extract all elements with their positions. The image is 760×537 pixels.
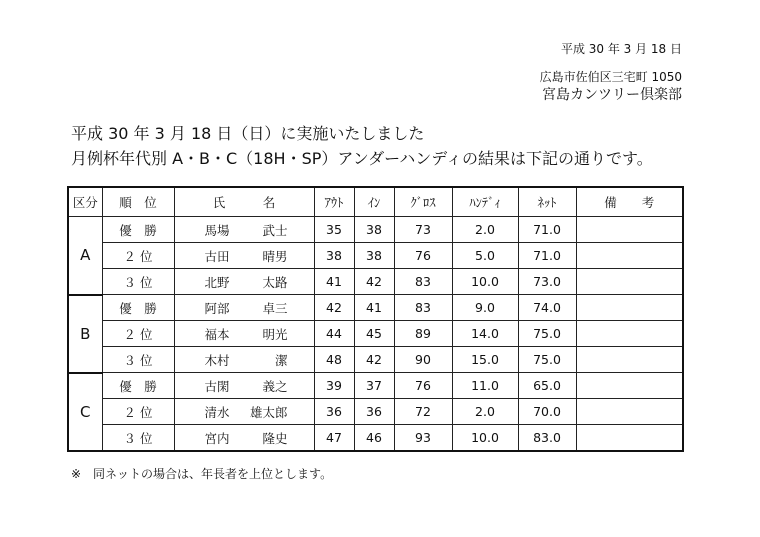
in-score-cell: 38 xyxy=(354,217,394,243)
table-row xyxy=(68,295,683,321)
col-out-header: ｱｳﾄ xyxy=(314,187,354,217)
out-score-cell: 42 xyxy=(314,295,354,321)
name-cell xyxy=(174,321,314,347)
lead-line-1: 平成 30 年 3 月 18 日（日）に実施いたしました xyxy=(71,124,425,143)
given-name: 義之 xyxy=(262,378,288,394)
table-row xyxy=(68,269,683,295)
name-cell xyxy=(174,295,314,321)
out-score-cell: 36 xyxy=(314,399,354,425)
rank-cell: 優 勝 xyxy=(102,373,174,399)
given-name: 明光 xyxy=(262,326,288,342)
rank-cell: ３ 位 xyxy=(102,269,174,295)
name-cell xyxy=(174,399,314,425)
handicap-cell: 15.0 xyxy=(452,347,518,373)
remarks-cell xyxy=(576,269,683,295)
gross-cell: 72 xyxy=(394,399,452,425)
given-name: 晴男 xyxy=(262,248,288,264)
out-score-cell: 47 xyxy=(314,425,354,452)
rank-cell: ２ 位 xyxy=(102,399,174,425)
remarks-cell xyxy=(576,425,683,452)
division-cell: A xyxy=(68,217,102,295)
net-cell: 83.0 xyxy=(518,425,576,452)
out-score-cell: 38 xyxy=(314,243,354,269)
gross-cell: 90 xyxy=(394,347,452,373)
footnote: ※ 同ネットの場合は、年長者を上位とします。 xyxy=(71,467,333,481)
table-row xyxy=(68,347,683,373)
col-rank-header: 順 位 xyxy=(102,187,174,217)
out-score-cell: 39 xyxy=(314,373,354,399)
rank-cell: ３ 位 xyxy=(102,347,174,373)
remarks-cell xyxy=(576,217,683,243)
handicap-cell: 2.0 xyxy=(452,399,518,425)
table-row xyxy=(68,217,683,243)
name-cell xyxy=(174,269,314,295)
in-score-cell: 36 xyxy=(354,399,394,425)
in-score-cell: 42 xyxy=(354,347,394,373)
given-name: 雄太郎 xyxy=(249,404,288,420)
gross-cell: 76 xyxy=(394,373,452,399)
handicap-cell: 11.0 xyxy=(452,373,518,399)
net-cell: 75.0 xyxy=(518,347,576,373)
rank-cell: ３ 位 xyxy=(102,425,174,452)
net-cell: 71.0 xyxy=(518,217,576,243)
name-cell xyxy=(174,425,314,452)
results-body xyxy=(68,217,683,452)
surname: 福本 xyxy=(204,326,230,342)
table-row xyxy=(68,243,683,269)
issue-date: 平成 30 年 3 月 18 日 xyxy=(560,42,682,56)
name-cell xyxy=(174,243,314,269)
club-address: 広島市佐伯区三宅町 1050 xyxy=(539,70,682,84)
surname: 古田 xyxy=(204,248,230,264)
rank-cell: ２ 位 xyxy=(102,321,174,347)
gross-cell: 83 xyxy=(394,269,452,295)
remarks-cell xyxy=(576,399,683,425)
in-score-cell: 38 xyxy=(354,243,394,269)
in-score-cell: 46 xyxy=(354,425,394,452)
given-name: 隆史 xyxy=(262,430,288,446)
handicap-cell: 5.0 xyxy=(452,243,518,269)
handicap-cell: 10.0 xyxy=(452,269,518,295)
given-name: 潔 xyxy=(274,352,288,368)
name-cell xyxy=(174,373,314,399)
given-name: 太路 xyxy=(262,274,288,290)
given-name: 武士 xyxy=(262,222,288,238)
gross-cell: 73 xyxy=(394,217,452,243)
out-score-cell: 41 xyxy=(314,269,354,295)
remarks-cell xyxy=(576,243,683,269)
remarks-cell xyxy=(576,373,683,399)
net-cell: 65.0 xyxy=(518,373,576,399)
remarks-cell xyxy=(576,347,683,373)
col-division-header: 区分 xyxy=(68,187,102,217)
club-name: 宮島カンツリー倶楽部 xyxy=(542,87,682,103)
col-net-header: ﾈｯﾄ xyxy=(518,187,576,217)
net-cell: 71.0 xyxy=(518,243,576,269)
in-score-cell: 45 xyxy=(354,321,394,347)
rank-cell: ２ 位 xyxy=(102,243,174,269)
table-row xyxy=(68,399,683,425)
name-cell xyxy=(174,217,314,243)
gross-cell: 76 xyxy=(394,243,452,269)
col-gross-header: ｸﾞﾛｽ xyxy=(394,187,452,217)
results-table xyxy=(67,186,684,452)
rank-cell: 優 勝 xyxy=(102,217,174,243)
surname: 宮内 xyxy=(204,430,230,446)
out-score-cell: 35 xyxy=(314,217,354,243)
handicap-cell: 10.0 xyxy=(452,425,518,452)
surname: 北野 xyxy=(204,274,230,290)
rank-cell: 優 勝 xyxy=(102,295,174,321)
gross-cell: 83 xyxy=(394,295,452,321)
name-cell xyxy=(174,347,314,373)
out-score-cell: 44 xyxy=(314,321,354,347)
table-row xyxy=(68,321,683,347)
net-cell: 73.0 xyxy=(518,269,576,295)
handicap-cell: 14.0 xyxy=(452,321,518,347)
net-cell: 75.0 xyxy=(518,321,576,347)
division-cell: C xyxy=(68,373,102,452)
surname: 馬場 xyxy=(204,222,230,238)
col-name-header: 氏 名 xyxy=(174,187,314,217)
remarks-cell xyxy=(576,295,683,321)
division-cell: B xyxy=(68,295,102,373)
table-row xyxy=(68,425,683,452)
col-handicap-header: ﾊﾝﾃﾞｨ xyxy=(452,187,518,217)
handicap-cell: 2.0 xyxy=(452,217,518,243)
header-row xyxy=(68,187,683,217)
col-remarks-header: 備 考 xyxy=(576,187,683,217)
lead-line-2: 月例杯年代別 A・B・C（18H・SP）アンダーハンディの結果は下記の通りです。 xyxy=(71,149,653,168)
remarks-cell xyxy=(576,321,683,347)
in-score-cell: 41 xyxy=(354,295,394,321)
gross-cell: 93 xyxy=(394,425,452,452)
col-in-header: ｲﾝ xyxy=(354,187,394,217)
surname: 木村 xyxy=(204,352,230,368)
surname: 阿部 xyxy=(204,300,230,316)
handicap-cell: 9.0 xyxy=(452,295,518,321)
surname: 清水 xyxy=(204,404,230,420)
net-cell: 74.0 xyxy=(518,295,576,321)
surname: 古閑 xyxy=(204,378,230,394)
in-score-cell: 42 xyxy=(354,269,394,295)
table-row xyxy=(68,373,683,399)
given-name: 卓三 xyxy=(262,300,288,316)
out-score-cell: 48 xyxy=(314,347,354,373)
in-score-cell: 37 xyxy=(354,373,394,399)
net-cell: 70.0 xyxy=(518,399,576,425)
gross-cell: 89 xyxy=(394,321,452,347)
